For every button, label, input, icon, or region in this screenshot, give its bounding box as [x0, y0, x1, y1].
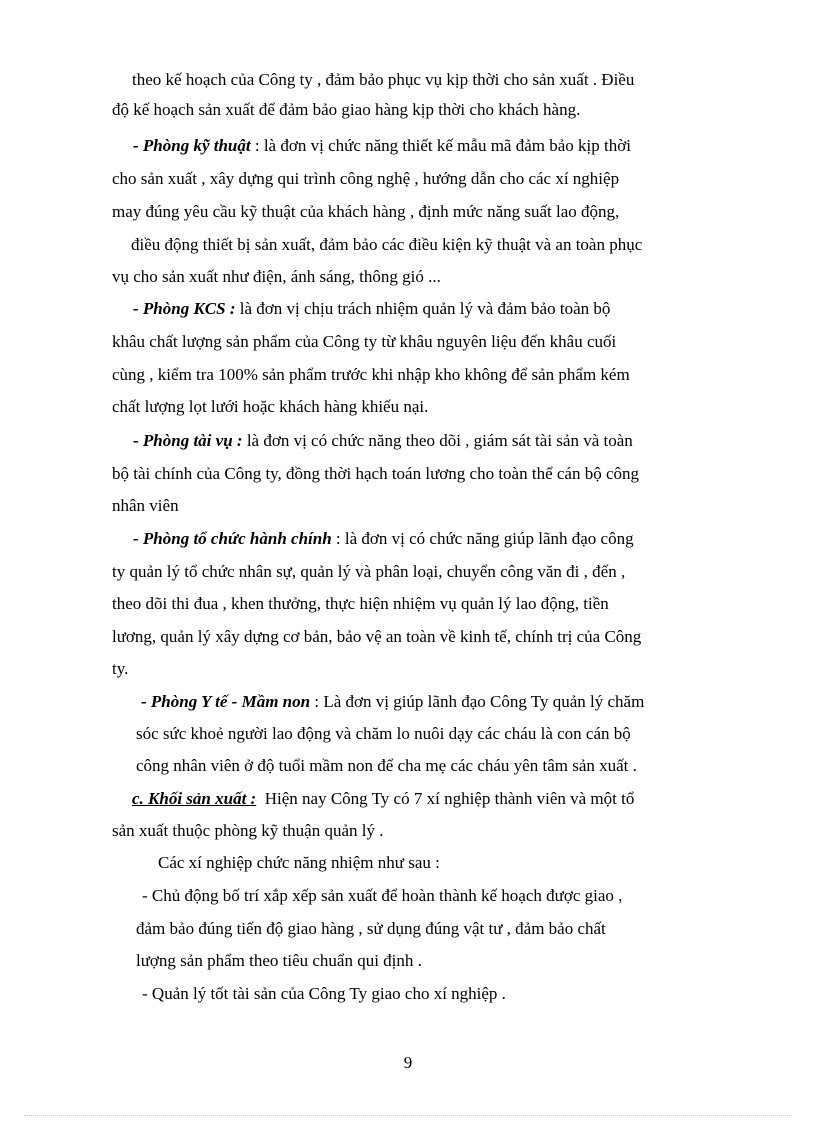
text-line [142, 982, 816, 1006]
text-line [136, 754, 816, 778]
text-line [112, 494, 816, 518]
text-line [136, 949, 816, 973]
section-label: c. Khối sản xuất : [132, 789, 257, 808]
text-line [112, 462, 816, 486]
text-line [136, 722, 816, 746]
page-number: 9 [403, 1053, 413, 1072]
text-line [112, 592, 816, 616]
line-text: theo dõi thi đua , khen thưởng, thực hiện nhiệm vụ quản lý lao động, tiền [112, 594, 609, 613]
line-text: là đơn vị chịu trách nhiệm quản lý và đảm bảo toàn bộ [239, 299, 611, 318]
section-label: - Phòng Y tế - Mầm non [141, 692, 311, 711]
line-text: ty quản lý tổ chức nhân sự, quản lý và phân loại, chuyển công văn đi , đến , [112, 562, 626, 581]
line-text: may đúng yêu cầu kỹ thuật của khách hàng , định mức năng suất lao động, [112, 202, 620, 221]
text-line [112, 363, 816, 387]
line-text: chất lượng lọt lưới hoặc khách hàng khiếu nại. [112, 397, 429, 416]
line-text: - Quản lý tốt tài sản của Công Ty giao cho xí nghiệp . [142, 984, 506, 1003]
line-text: bộ tài chính của Công ty, đồng thời hạch toán lương cho toàn thể cán bộ công [112, 464, 639, 483]
section-label: - Phòng KCS : [133, 299, 236, 318]
line-text: ty. [112, 659, 129, 678]
line-text: cùng , kiểm tra 100% sản phẩm trước khi nhập kho không để sản phẩm kém [112, 365, 630, 384]
section-label: - Phòng tài vụ : [133, 431, 243, 450]
section-phong-ky-thuat [133, 134, 816, 158]
text-line [112, 167, 816, 191]
text-line [132, 68, 816, 92]
line-text: sóc sức khoẻ người lao động và chăm lo nuôi dạy các cháu là con cán bộ [136, 724, 631, 743]
text-line [112, 819, 816, 843]
line-text: điều động thiết bị sản xuất, đảm bảo các điều kiện kỹ thuật và an toàn phục [131, 235, 643, 254]
line-text: Hiện nay Công Ty có 7 xí nghiệp thành viên và một tổ [264, 789, 635, 808]
line-text: nhân viên [112, 496, 179, 515]
section-phong-to-chuc [133, 527, 816, 551]
line-text: : Là đơn vị giúp lãnh đạo Công Ty quản lý chăm [314, 692, 645, 711]
line-text: : là đơn vị chức năng thiết kế mẫu mã đảm bảo kịp thời [254, 136, 631, 155]
section-khoi-san-xuat [132, 787, 816, 811]
line-text: Các xí nghiệp chức năng nhiệm như sau : [158, 853, 440, 872]
text-line [136, 917, 816, 941]
line-text: cho sản xuất , xây dựng qui trình công nghệ , hướng dẫn cho các xí nghiệp [112, 169, 620, 188]
line-text: : là đơn vị có chức năng giúp lãnh đạo công [335, 529, 634, 548]
text-line [112, 625, 816, 649]
section-phong-kcs [133, 297, 816, 321]
line-text: công nhân viên ở độ tuổi mầm non để cha mẹ các cháu yên tâm sản xuất . [136, 756, 637, 775]
text-line [112, 265, 816, 289]
section-label: - Phòng kỹ thuật [133, 136, 251, 155]
text-line [112, 395, 816, 419]
line-text: theo kế hoạch của Công ty , đảm bảo phục vụ kịp thời cho sản xuất . Điều [132, 70, 635, 89]
page-bottom-divider [24, 1115, 792, 1116]
text-line [112, 200, 816, 224]
line-text: - Chủ động bố trí xắp xếp sản xuất để hoàn thành kế hoạch được giao , [142, 886, 623, 905]
text-line [131, 233, 816, 257]
section-phong-tai-vu [133, 429, 816, 453]
text-line [112, 657, 816, 681]
line-text: lượng sản phẩm theo tiêu chuẩn qui định . [136, 951, 422, 970]
text-line [158, 851, 816, 875]
text-line [112, 330, 816, 354]
line-text: lương, quản lý xây dựng cơ bản, bảo vệ an toàn về kinh tế, chính trị của Công [112, 627, 642, 646]
text-line [112, 560, 816, 584]
text-line [112, 98, 816, 122]
line-text: vụ cho sản xuất như điện, ánh sáng, thông gió ... [112, 267, 441, 286]
section-phong-y-te [141, 690, 816, 714]
line-text: khâu chất lượng sản phẩm của Công ty từ khâu nguyên liệu đến khâu cuối [112, 332, 617, 351]
line-text: độ kế hoạch sản xuất để đảm bảo giao hàng kịp thời cho khách hàng. [112, 100, 581, 119]
line-text: sản xuất thuộc phòng kỹ thuận quản lý . [112, 821, 384, 840]
text-line [142, 884, 816, 908]
line-text: là đơn vị có chức năng theo dõi , giám sát tài sản và toàn [246, 431, 633, 450]
section-label: - Phòng tổ chức hành chính [133, 529, 332, 548]
line-text: đảm bảo đúng tiến độ giao hàng , sử dụng đúng vật tư , đảm bảo chất [136, 919, 606, 938]
